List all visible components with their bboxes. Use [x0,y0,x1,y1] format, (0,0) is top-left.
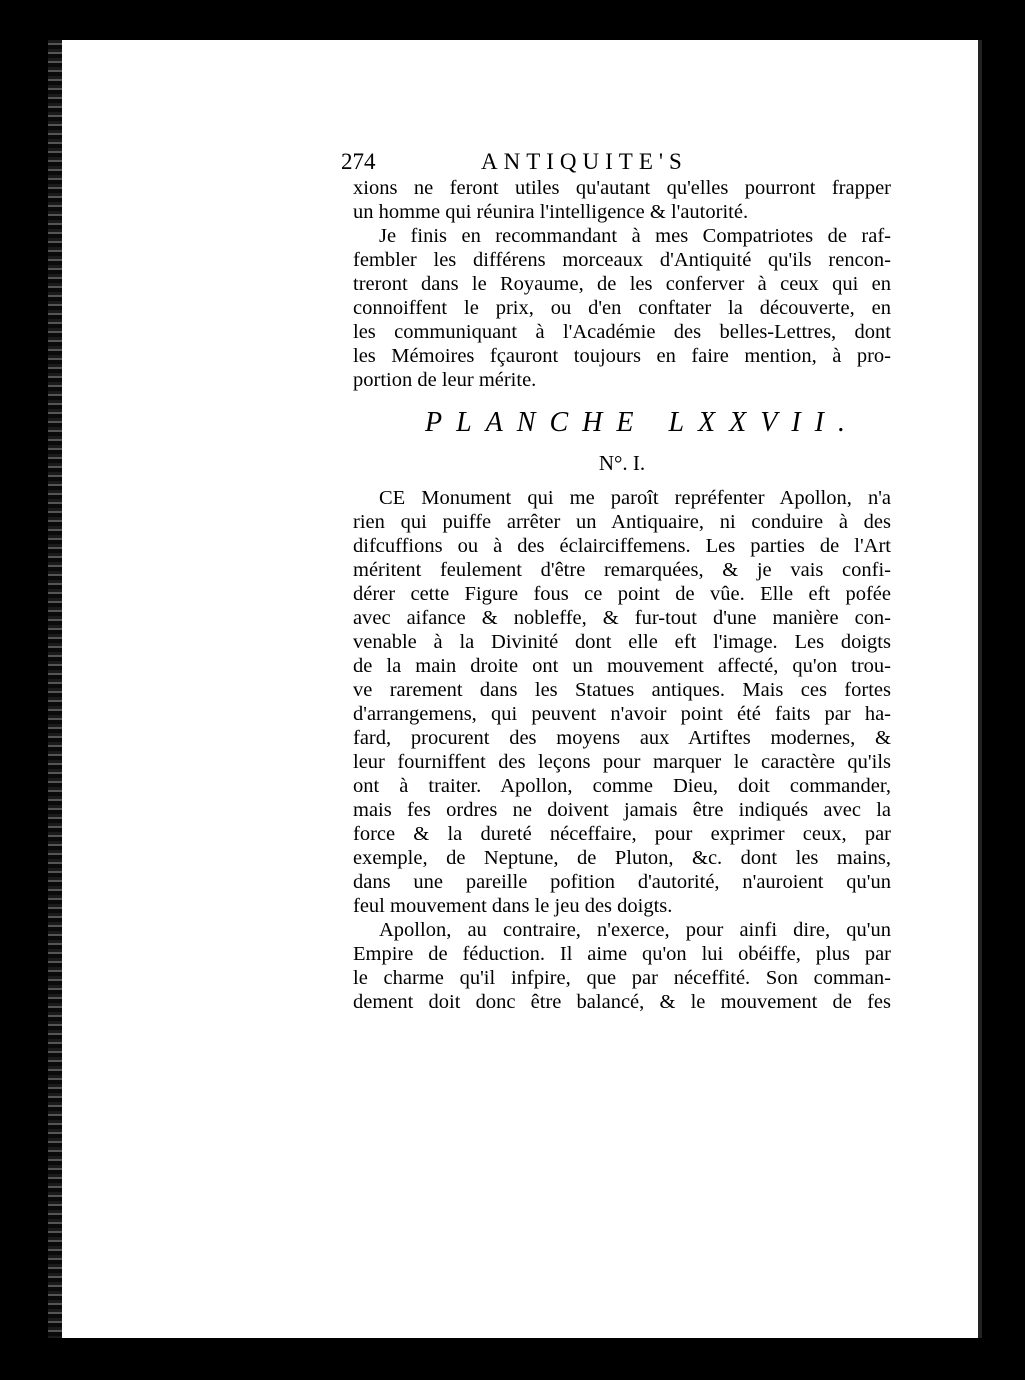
text-line: dérer cette Figure fous ce point de vûe. Elle eft pofée [353,583,891,605]
text-line: de la main droite ont un mouvement affecté, qu'on trou- [353,655,891,677]
text-line: venable à la Divinité dont elle eft l'image. Les doigts [353,631,891,653]
running-head [341,148,891,176]
text-line: dement doit donc être balancé, & le mouvement de fes [353,991,891,1013]
paragraph-3 [353,486,891,918]
running-title: ANTIQUITE'S [481,149,688,174]
number-heading: N°. I. [598,451,646,475]
text-block [341,148,891,1014]
text-line: le charme qu'il infpire, que par néceffité. Son comman- [353,967,891,989]
text-line: treront dans le Royaume, de les conferver à ceux qui en [353,273,891,295]
text-line: les communiquant à l'Académie des belles-Lettres, dont [353,321,891,343]
paragraph-2 [353,224,891,392]
text-line: ve rarement dans les Statues antiques. Mais ces fortes [353,679,891,701]
text-line: connoiffent le prix, ou d'en conftater la découverte, en [353,297,891,319]
text-line: leur fourniffent des leçons pour marquer le caractère qu'ils [353,751,891,773]
text-line: ont à traiter. Apollon, comme Dieu, doit commander, [353,775,891,797]
text-line: d'arrangemens, qui peuvent n'avoir point été faits par ha- [353,703,891,725]
page-edge-left [48,40,62,1338]
text-line: les Mémoires fçauront toujours en faire mention, à pro- [353,345,891,367]
text-line: exemple, de Neptune, de Pluton, &c. dont les mains, [353,847,891,869]
text-line: xions ne feront utiles qu'autant qu'elles pourront frapper [353,177,891,199]
text-line: Empire de féduction. Il aime qu'on lui obéiffe, plus par [353,943,891,965]
text-line: portion de leur mérite. [353,369,537,391]
text-line: Je finis en recommandant à mes Compatriotes de raf- [379,225,891,247]
text-line: Apollon, au contraire, n'exerce, pour ainfi dire, qu'un [379,919,891,941]
text-line: rien qui puiffe arrêter un Antiquaire, ni conduire à des [353,511,891,533]
text-line: force & la dureté néceffaire, pour exprimer ceux, par [353,823,891,845]
text-line: difcuffions ou à des éclairciffemens. Les parties de l'Art [353,535,891,557]
text-line: mais fes ordres ne doivent jamais être indiqués avec la [353,799,891,821]
text-line: un homme qui réunira l'intelligence & l'autorité. [353,201,749,223]
text-line: avec aifance & nobleffe, & fur-tout d'une manière con- [353,607,891,629]
plate-heading: PLANCHE LXXVII. [425,407,859,438]
page-edge-right [978,40,982,1338]
text-line: feul mouvement dans le jeu des doigts. [353,895,673,917]
paragraph-4 [353,918,891,1014]
paragraph-1 [353,176,891,224]
text-line: fembler les différens morceaux d'Antiquité qu'ils rencon- [353,249,891,271]
folio: 274 [341,149,376,174]
text-line: CE Monument qui me paroît repréfenter Apollon, n'a [379,487,891,509]
text-line: fard, procurent des moyens aux Artiftes modernes, & [353,727,891,749]
text-line: dans une pareille pofition d'autorité, n'auroient qu'un [353,871,891,893]
text-line: méritent feulement d'être remarquées, & je vais confi- [353,559,891,581]
